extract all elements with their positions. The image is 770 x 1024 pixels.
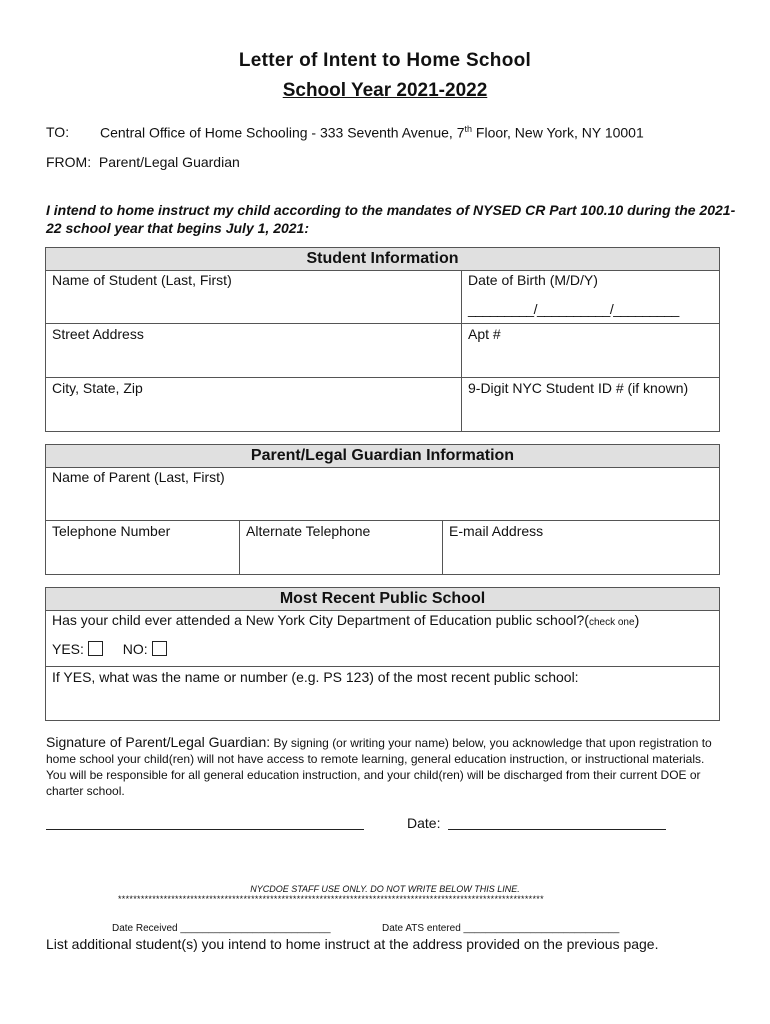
alternate-telephone-field[interactable]: Alternate Telephone <box>240 521 443 574</box>
staff-notice: NYCDOE STAFF USE ONLY. DO NOT WRITE BELOW THIS LINE. <box>250 884 520 894</box>
student-info-section <box>45 247 720 432</box>
school-year-heading: School Year 2021-2022 <box>282 80 488 101</box>
date-received-field: Date Received ___________________________ <box>112 923 331 934</box>
signature-line[interactable] <box>46 829 364 830</box>
to-address: Central Office of Home Schooling - 333 Seventh Avenue, 7th Floor, New York, NY 10001 <box>100 124 644 141</box>
email-field[interactable]: E-mail Address <box>449 523 544 539</box>
from-line: FROM: Parent/Legal Guardian <box>46 154 240 170</box>
attended-question: Has your child ever attended a New York City Department of Education public school?(check one) YES: NO: <box>46 610 719 667</box>
telephone-field[interactable]: Telephone Number <box>46 521 240 574</box>
yes-checkbox[interactable] <box>88 641 103 656</box>
dob-field[interactable]: Date of Birth (M/D/Y) _________/__________/_________ <box>462 270 719 324</box>
date-label: Date: <box>407 815 441 831</box>
document-title: Letter of Intent to Home School <box>238 50 532 71</box>
student-id-field[interactable]: 9-Digit NYC Student ID # (if known) <box>468 380 689 396</box>
guardian-info-heading: Parent/Legal Guardian Information <box>46 445 719 468</box>
stars-divider: **************************************************************************************************************** <box>118 894 544 904</box>
date-line[interactable] <box>448 829 666 830</box>
public-school-heading: Most Recent Public School <box>46 588 719 611</box>
student-info-heading: Student Information <box>46 248 719 271</box>
date-ats-entered-field: Date ATS entered ____________________________ <box>382 923 620 934</box>
footer-note: List additional student(s) you intend to home instruct at the address provided on the previous page. <box>46 936 659 952</box>
apt-field[interactable]: Apt # <box>462 324 719 378</box>
city-state-zip-field[interactable]: City, State, Zip <box>46 378 462 431</box>
signature-statement: Signature of Parent/Legal Guardian: By signing (or writing your name) below, you acknowledge that upon registration to home school your child(ren) will not have access to remote learning, general education instruction, or instructional materials. You will be responsible for all general education instruction, and your child(ren) will be discharged from their current DOE or charter school. <box>46 734 712 798</box>
parent-name-field[interactable]: Name of Parent (Last, First) <box>46 467 719 521</box>
to-label: TO: <box>46 124 70 140</box>
public-school-section <box>45 587 720 721</box>
no-checkbox[interactable] <box>152 641 167 656</box>
guardian-info-section <box>45 444 720 575</box>
student-name-field[interactable]: Name of Student (Last, First) <box>46 270 462 324</box>
intent-statement: I intend to home instruct my child according to the mandates of NYSED CR Part 100.10 during the 2021-22 school year that begins July 1, 2021: <box>46 202 736 236</box>
street-address-field[interactable]: Street Address <box>46 324 462 378</box>
dob-blank: _________/__________/_________ <box>468 301 679 317</box>
recent-school-field[interactable]: If YES, what was the name or number (e.g. PS 123) of the most recent public school: <box>52 669 579 685</box>
